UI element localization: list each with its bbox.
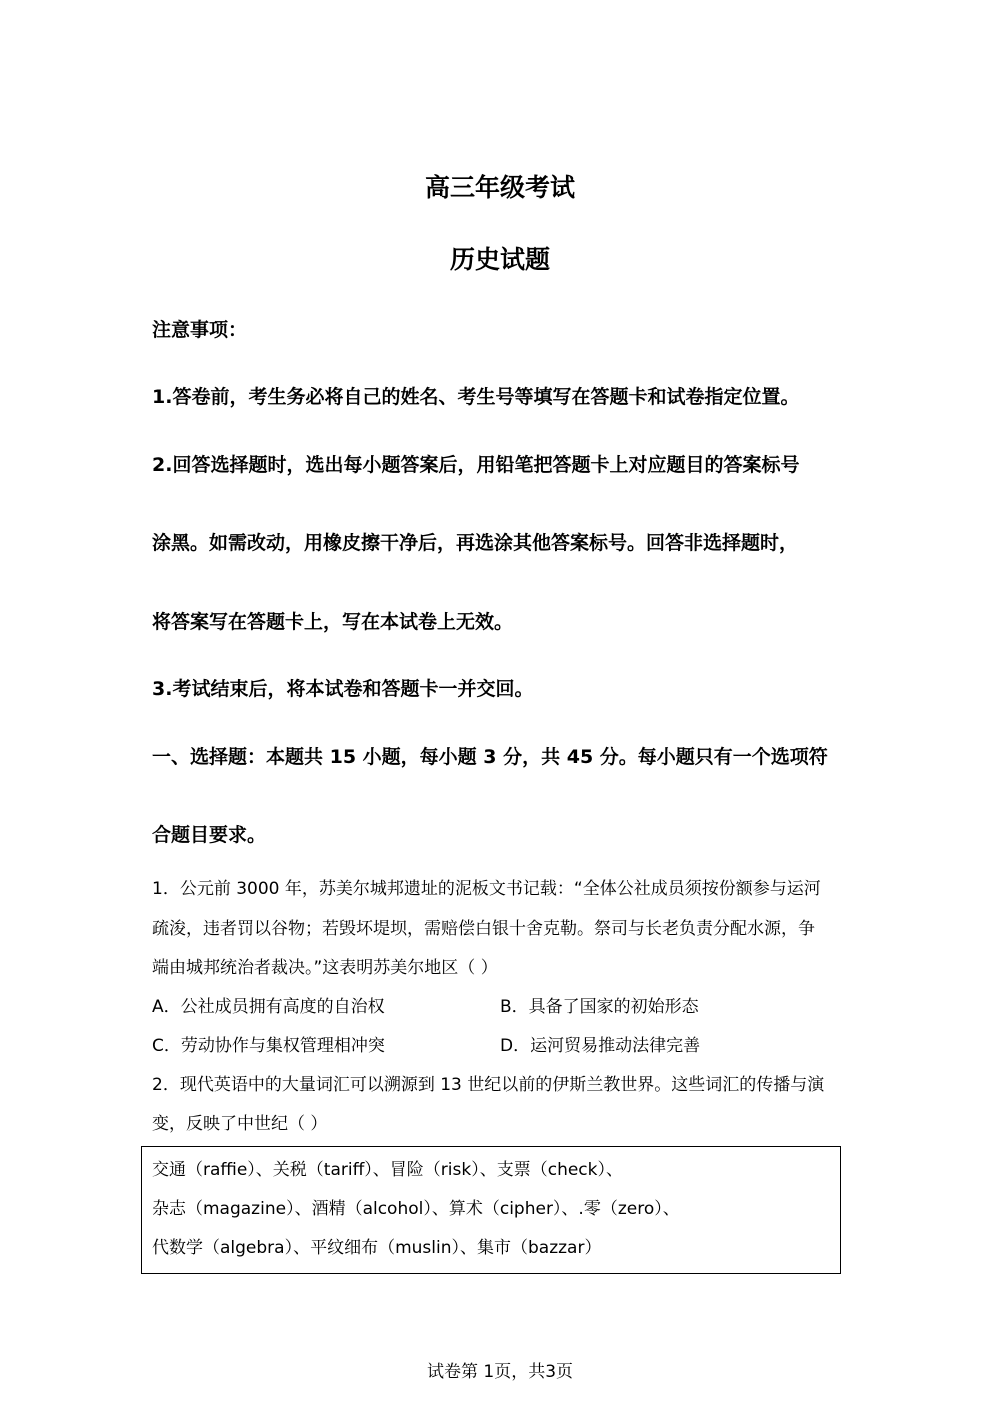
exam-title: 高三年级考试	[424, 173, 575, 202]
question-1-option-b: B．具备了国家的初始形态	[500, 997, 699, 1017]
question-1-option-d: D．运河贸易推动法律完善	[500, 1036, 701, 1056]
vocabulary-box-line-3: 代数学（algebra）、平纹细布（muslin）、集市（bazzar）	[152, 1238, 602, 1258]
page-footer: 试卷第 1页，共3页	[426, 1362, 574, 1382]
section-heading-line-1: 一、选择题：本题共 15 小题，每小题 3 分，共 45 分。每小题只有一个选项符	[152, 746, 828, 768]
question-1-line-3: 端由城邦统治者裁决。”这表明苏美尔地区（ ）	[152, 958, 498, 978]
question-1-line-1: 1．公元前 3000 年，苏美尔城邦遗址的泥板文书记载：“全体公社成员须按份额参与运河	[152, 879, 821, 899]
question-1-option-c: C．劳动协作与集权管理相冲突	[152, 1036, 385, 1056]
notice-item-2-line-2: 涂黑。如需改动，用橡皮擦干净后，再选涂其他答案标号。回答非选择题时，	[152, 532, 799, 554]
notice-item-2-line-1: 2.回答选择题时，选出每小题答案后，用铅笔把答题卡上对应题目的答案标号	[152, 454, 800, 476]
subject-title: 历史试题	[449, 245, 550, 274]
notice-item-2-line-3: 将答案写在答题卡上，写在本试卷上无效。	[152, 611, 514, 633]
vocabulary-box-line-2: 杂志（magazine）、酒精（alcohol）、算术（cipher）、.零（zero）、	[152, 1199, 680, 1219]
question-2-line-1: 2．现代英语中的大量词汇可以溯源到 13 世纪以前的伊斯兰教世界。这些词汇的传播与演	[152, 1075, 825, 1095]
question-2-line-2: 变，反映了中世纪（ ）	[152, 1114, 328, 1134]
question-1-line-2: 疏浚，违者罚以谷物；若毁坏堤坝，需赔偿白银十舍克勒。祭司与长老负责分配水源，争	[152, 919, 815, 939]
notice-item-1: 1.答卷前，考生务必将自己的姓名、考生号等填写在答题卡和试卷指定位置。	[152, 386, 800, 408]
notice-heading: 注意事项：	[152, 319, 248, 341]
notice-item-3: 3.考试结束后，将本试卷和答题卡一并交回。	[152, 678, 534, 700]
question-1-option-a: A．公社成员拥有高度的自治权	[152, 997, 385, 1017]
section-heading-line-2: 合题目要求。	[152, 824, 267, 846]
vocabulary-box-line-1: 交通（raffie）、关税（tariff）、冒险（risk）、支票（check）、	[152, 1160, 623, 1180]
